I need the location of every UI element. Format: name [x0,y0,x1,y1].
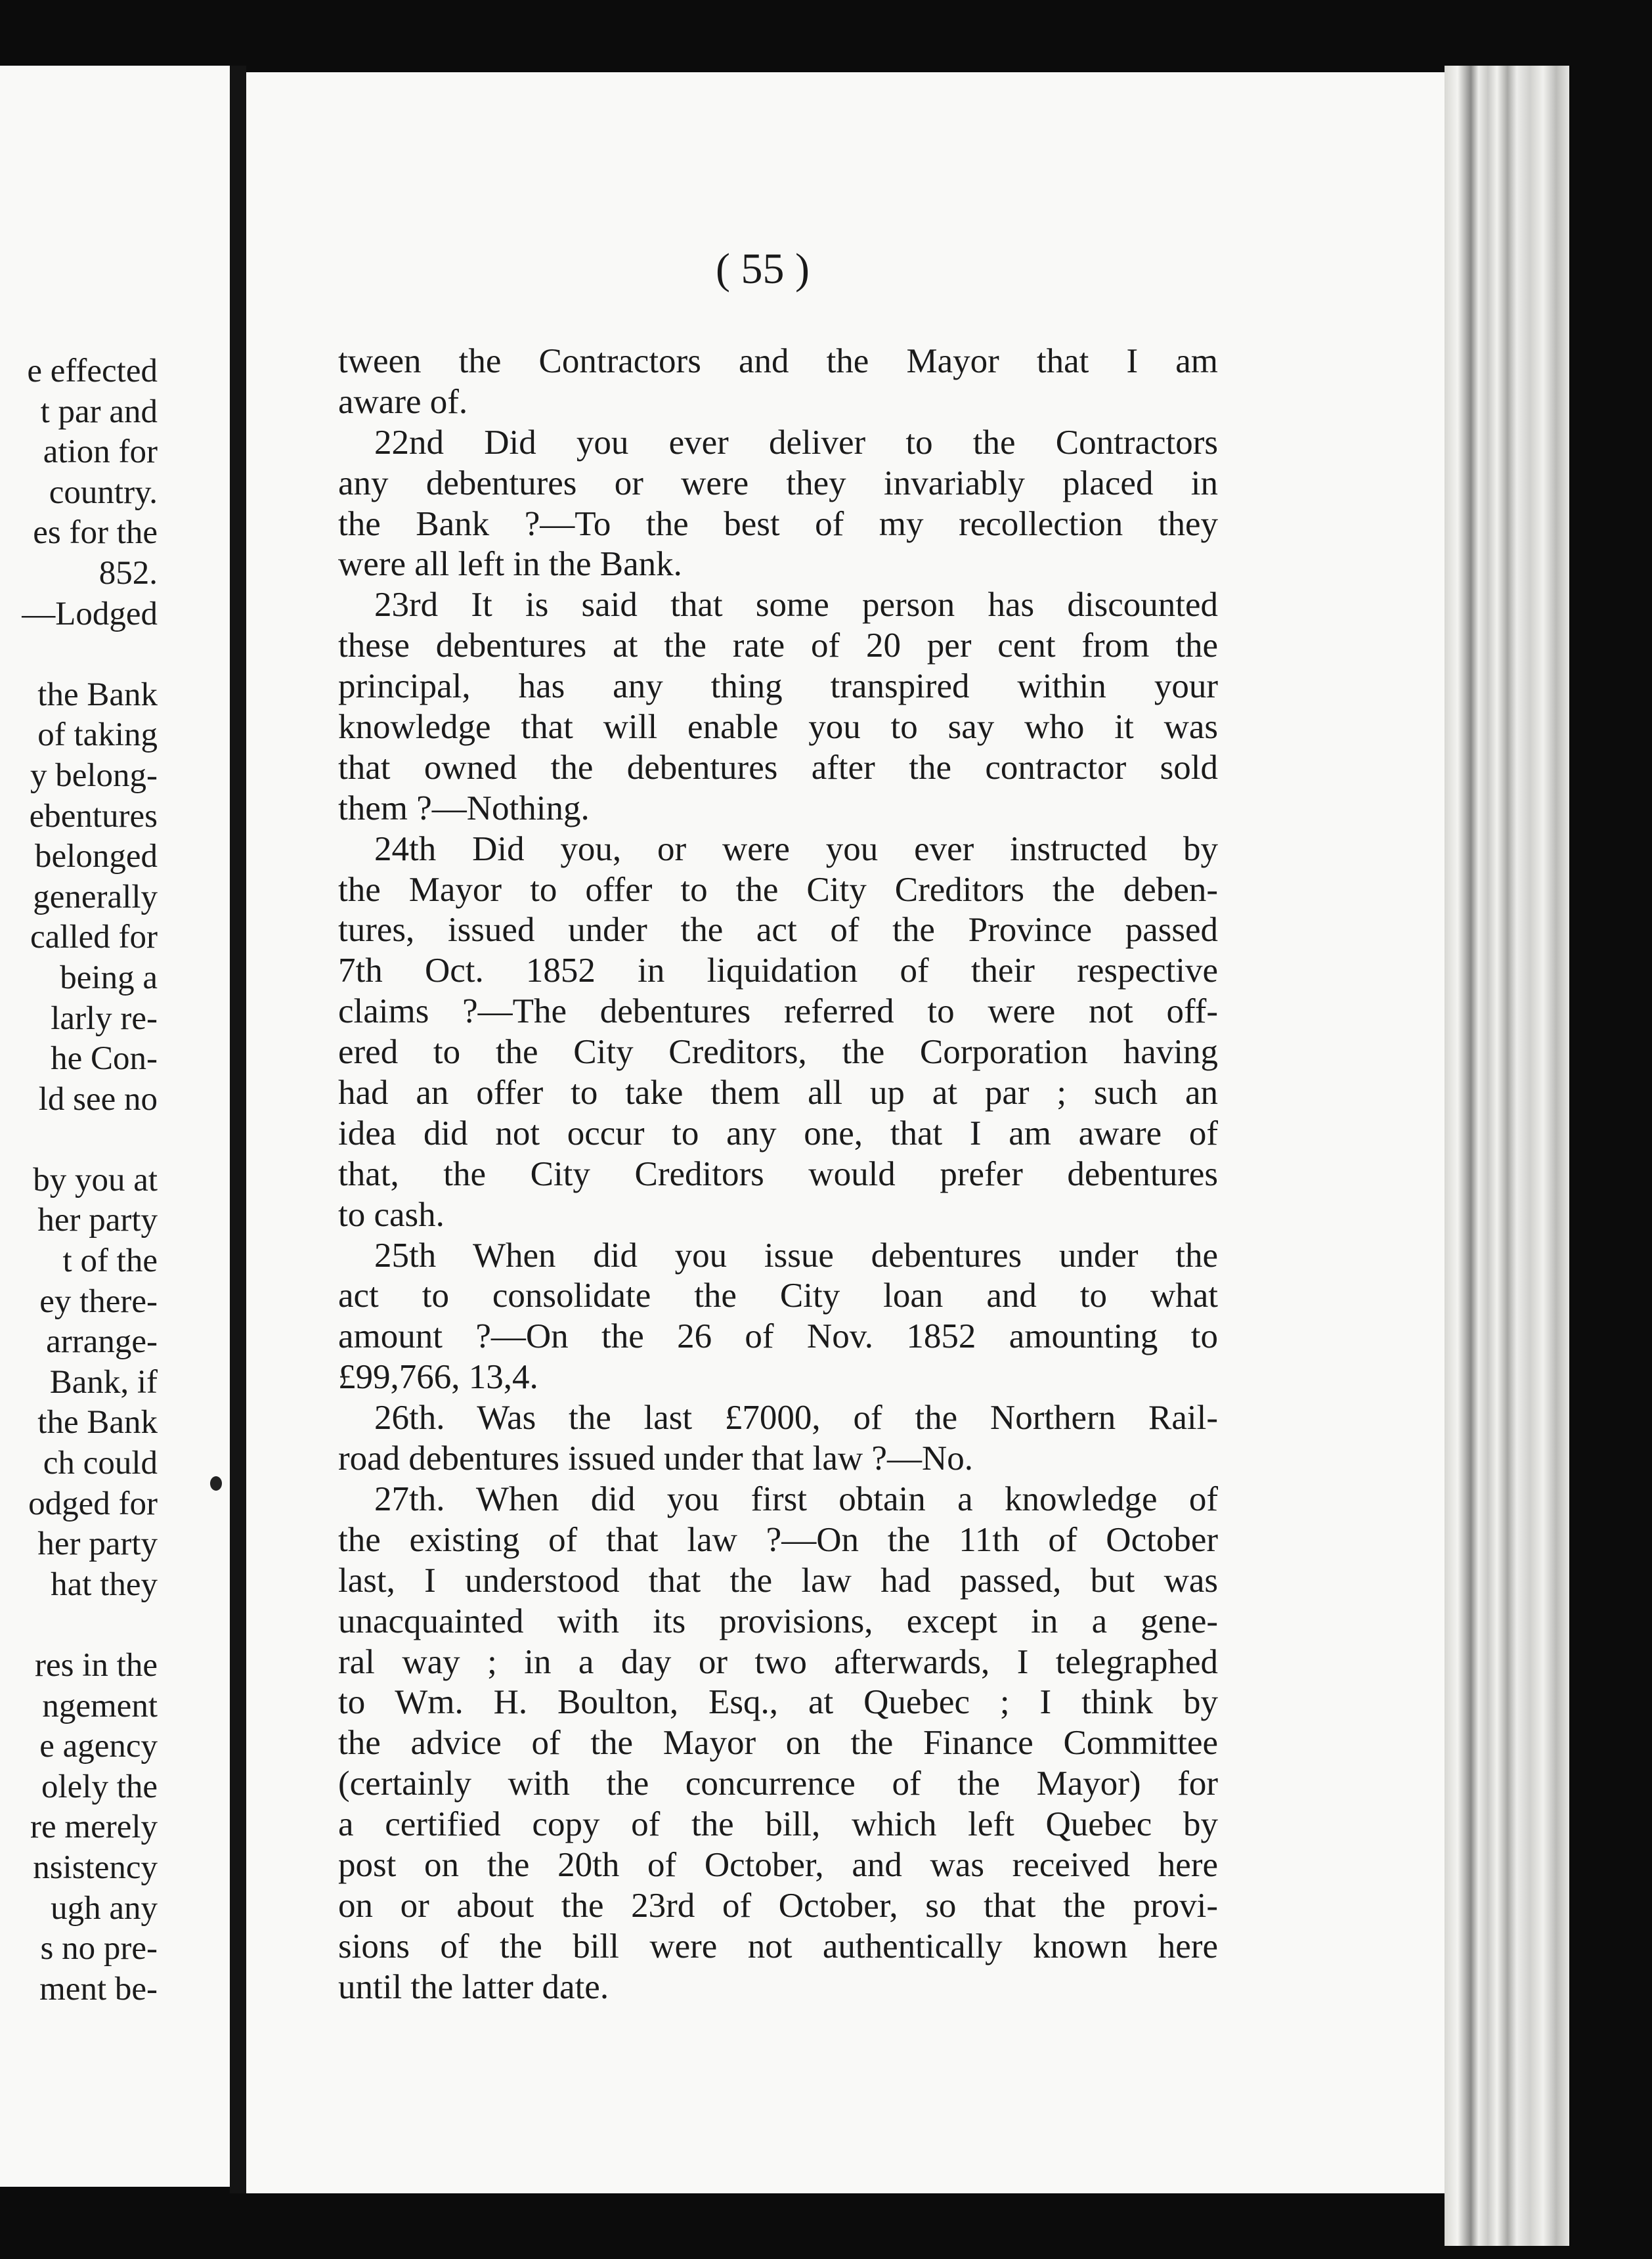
left-page-line: country. [49,473,158,511]
text-line: 27th. When did you first obtain a knowledge of [374,1480,1218,1518]
left-page [0,66,230,2187]
left-page-line: belonged [35,838,158,875]
page-number: ( 55 ) [716,245,810,293]
body-text [338,341,1218,2008]
left-page-line: odged for [28,1485,158,1522]
left-page-line: her party [37,1202,158,1239]
page-fore-edge [1445,66,1569,2246]
text-line: until the latter date. [338,1967,609,2006]
left-page-line: e agency [39,1728,158,1765]
text-line: 25th When did you issue debentures under the [374,1236,1218,1275]
text-line: aware of. [338,382,468,421]
left-page-line: ugh any [51,1889,158,1927]
text-line: 23rd It is said that some person has discounted [374,586,1218,625]
text-line: to Wm. H. Boulton, Esq., at Quebec ; I think by [338,1683,1218,1722]
left-page-line: ebentures [29,797,158,835]
left-page-line: Bank, if [49,1363,158,1401]
left-page-line: ch could [43,1445,158,1482]
text-line: 26th. Was the last £7000, of the Northern Rail- [374,1399,1218,1437]
left-page-line: hat they [51,1566,158,1603]
left-page-line: res in the [35,1647,158,1684]
left-page-line: arrange- [46,1323,158,1361]
left-page-line: ey there- [39,1283,158,1320]
text-line: the advice of the Mayor on the Finance Committee [338,1724,1218,1763]
text-line: tures, issued under the act of the Province passed [338,911,1218,950]
left-page-line: —Lodged [22,595,158,632]
text-line: unacquainted with its provisions, except in a gene- [338,1602,1218,1640]
left-page-line: es for the [33,514,158,552]
text-line: principal, has any thing transpired within your [338,667,1218,706]
left-page-line: he Con- [51,1040,158,1078]
ink-mark [210,1476,222,1491]
text-line: that owned the debentures after the contractor sold [338,748,1218,787]
text-line: had an offer to take them all up at par ; such an [338,1074,1218,1112]
left-page-line: ld see no [38,1080,158,1118]
text-line: the Bank ?—To the best of my recollection they [338,504,1218,543]
left-page-line: t par and [40,393,158,430]
text-line: idea did not occur to any one, that I am aware of [338,1114,1218,1152]
text-line: to cash. [338,1195,445,1234]
left-page-line: being a [60,959,158,996]
left-page-line: of taking [37,716,158,754]
left-page-line: 852. [98,554,158,592]
left-page-line: re merely [30,1809,158,1846]
text-line: ered to the City Creditors, the Corporation having [338,1033,1218,1072]
left-page-line: nsistency [33,1849,158,1886]
text-line: claims ?—The debentures referred to were not off- [338,992,1218,1031]
left-page-line: ngement [42,1687,158,1724]
text-line: ral way ; in a day or two afterwards, I telegraphed [338,1642,1218,1681]
text-line: sions of the bill were not authentically known here [338,1927,1218,1965]
text-line: 22nd Did you ever deliver to the Contractors [374,423,1218,462]
left-page-line: ment be- [39,1970,158,2007]
text-line: these debentures at the rate of 20 per cent from the [338,626,1218,665]
text-line: act to consolidate the City loan and to what [338,1277,1218,1315]
text-line: £99,766, 13,4. [338,1358,538,1397]
left-page-line: by you at [33,1161,158,1198]
text-line: amount ?—On the 26 of Nov. 1852 amounting to [338,1317,1218,1356]
text-line: them ?—Nothing. [338,789,590,827]
left-page-text [0,351,230,2009]
text-line: any debentures or were they invariably placed in [338,464,1218,502]
left-page-line: generally [33,878,158,915]
left-page-line: the Bank [37,1404,158,1441]
text-line: road debentures issued under that law ?—No. [338,1439,973,1478]
left-page-line: s no pre- [40,1930,158,1967]
text-line: 24th Did you, or were you ever instructed by [374,829,1218,868]
book-gutter [230,66,246,2193]
left-page-line: e effected [27,353,158,389]
left-page-line: larly re- [51,999,158,1037]
left-page-line: called for [30,919,158,956]
text-line: the Mayor to offer to the City Creditors the deben- [338,870,1218,909]
text-line: were all left in the Bank. [338,545,682,584]
left-page-line [0,634,158,675]
text-line: the existing of that law ?—On the 11th of October [338,1520,1218,1559]
text-line: that, the City Creditors would prefer debentures [338,1154,1218,1193]
left-page-line: y belong- [30,757,158,794]
left-page-line [0,1605,158,1646]
left-page-line: ation for [43,433,158,471]
text-line: a certified copy of the bill, which left Quebec by [338,1805,1218,1844]
text-line: post on the 20th of October, and was received here [338,1845,1218,1884]
left-page-line: her party [37,1525,158,1563]
left-page-line: olely the [41,1768,158,1805]
left-page-line: the Bank [37,676,158,713]
left-page-line [0,1120,158,1160]
left-page-line: t of the [62,1242,158,1280]
text-line: knowledge that will enable you to say who it was [338,708,1218,747]
text-line: on or about the 23rd of October, so that the provi- [338,1886,1218,1925]
text-line: tween the Contractors and the Mayor that I am [338,342,1218,380]
text-line: (certainly with the concurrence of the Mayor) for [338,1765,1218,1803]
text-line: 7th Oct. 1852 in liquidation of their respective [338,952,1218,990]
text-line: last, I understood that the law had passed, but was [338,1561,1218,1600]
